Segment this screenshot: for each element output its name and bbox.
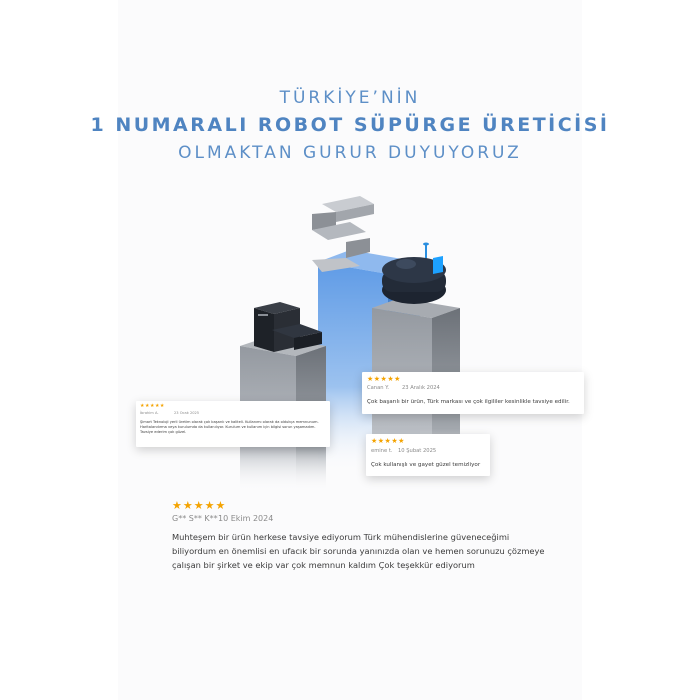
review-author: İbrahim A. xyxy=(140,411,159,415)
review-text: Şimart Teknoloji yerli üretim olarak çok başarılı ve kaliteli. Kullanımı olarak da oldukça memnunum. Haritalandırma veya kurulumda da kullanılıyor. Kurulum ve kullanım için bilgisi sorun yaşamadım. Tavsiye ederim çok güzel. xyxy=(140,420,319,434)
review-date: 23 Aralık 2024 xyxy=(402,385,440,391)
robot-vacuum xyxy=(382,243,446,305)
review-text: Çok kullanışlı ve gayet güzel temizliyor xyxy=(371,462,481,468)
headline-line-2: 1 NUMARALI ROBOT SÜPÜRGE ÜRETİCİSİ xyxy=(90,114,610,136)
featured-review xyxy=(160,493,555,583)
review-author: emine t. xyxy=(371,448,393,454)
review-author: Canan Y. xyxy=(367,385,389,391)
review-card xyxy=(362,372,584,414)
review-author: G** S** K** xyxy=(172,514,218,523)
review-text: Muhteşem bir ürün herkese tavsiye ediyorum Türk mühendislerine güveneceğimi biliyordum en önemlisi en ufacık bir sorunda yanınızda olan ve hemen sorunuzu çözmeye çalışan bir şirket ve ekip var çok memnun kaldım Çok teşekkür ediyorum xyxy=(172,532,545,570)
star-rating: ★★★★★ xyxy=(172,499,227,512)
review-card xyxy=(136,401,330,447)
star-rating: ★★★★★ xyxy=(371,437,405,445)
star-rating: ★★★★★ xyxy=(140,403,165,409)
review-date: 23 Ocak 2025 xyxy=(174,411,200,415)
headline-line-3: OLMAKTAN GURUR DUYUYORUZ xyxy=(178,143,522,163)
review-card xyxy=(366,434,490,476)
headline-line-1: TÜRKİYE’NİN xyxy=(279,88,421,108)
docking-station xyxy=(254,302,322,352)
review-text: Çok başarılı bir ürün, Türk markası ve çok ilgililer kesinlikle tavsiye edilir. xyxy=(367,399,570,405)
star-rating: ★★★★★ xyxy=(367,375,401,383)
review-date: 10 Şubat 2025 xyxy=(398,448,437,454)
review-date: 10 Ekim 2024 xyxy=(218,514,274,523)
